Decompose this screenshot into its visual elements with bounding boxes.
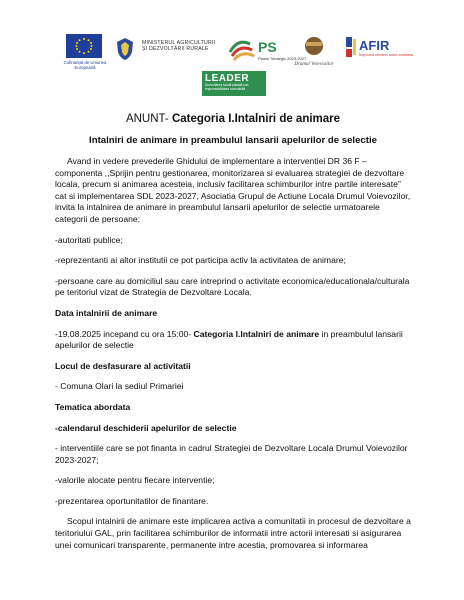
- date-text: -19.08.2025 incepand cu ora 15:00-: [55, 328, 192, 339]
- title-prefix: ANUNT-: [125, 113, 169, 125]
- document-subtitle: Intalniri de animare in preambulul lansarii apelurilor de selectie: [89, 135, 377, 146]
- ps-text: PS: [258, 39, 277, 55]
- closing-paragraph: Scopul intalnirii de animare este implicarea activa a comunitatii in procesul de dezvoltare a teritoriului GAL, prin facilitarea schimburilor de informatii intre actorii interesati si asigurarea unei comunicari transparente, permanente intre acestia, promovarea si informarea: [55, 516, 411, 550]
- topic-item: -prezentarea oportunitatilor de finantare.: [55, 495, 209, 506]
- romania-crest-icon: [114, 36, 136, 62]
- date-tail: in preambulul lansarii apelurilor de selectie: [55, 328, 403, 351]
- topic-item: - interventiile care se pot finanta in cadrul Strategiei de Dezvoltare Locala Drumul Voievozilor 2023-2027;: [55, 443, 408, 465]
- eu-caption: Cofinanțat de Uniunea Europeană: [63, 60, 107, 70]
- location-text: - Comuna Olari la sediul Primariei: [55, 381, 184, 392]
- date-paragraph: [55, 329, 411, 352]
- category-item: -persoane care au domiciliul sau care intreprind o activitate economica/educationala/culturala pe teritoriul vizat de Strategia de Dezvoltare Locala.: [55, 275, 410, 298]
- document-title: [55, 112, 411, 126]
- afir-logo-icon: [342, 33, 414, 67]
- eu-flag-icon: [66, 34, 102, 58]
- topic-calendar: -calendarul deschiderii apelurilor de selectie: [55, 422, 237, 433]
- announcement-body: [55, 112, 411, 560]
- topic-item: -valorile alocate pentru fiecare interventie;: [55, 475, 215, 486]
- ps-logo-icon: [226, 34, 307, 66]
- afir-text: AFIR: [359, 38, 390, 53]
- leader-logo: [202, 71, 266, 96]
- ministry-name: MINISTERUL AGRICULTURII ȘI DEZVOLTĂRII RURALE: [142, 40, 216, 52]
- location-heading: Locul de desfasurare al activitatii: [55, 360, 191, 371]
- topic-heading: Tematica abordata: [55, 401, 131, 412]
- header-logos: [0, 0, 464, 100]
- title-category: Categoria I.Intalniri de animare: [168, 113, 341, 125]
- category-item: -autoritati publice;: [55, 234, 123, 245]
- date-category: Categoria I.Intalniri de animare: [191, 328, 320, 339]
- drumul-voievozilor-logo-icon: [294, 32, 334, 72]
- ps-caption: Planul Strategic 2023-2027: [258, 56, 307, 61]
- leader-text: LEADER: [205, 73, 250, 84]
- drumul-caption: Drumul Voievozilor: [294, 62, 334, 67]
- afir-caption: Împreună creștem satul românesc: [359, 53, 414, 57]
- intro-paragraph: Avand in vedere prevederile Ghidului de implementare a interventiei DR 36 F – componenta ,,Sprijin pentru gestionarea, monitorizarea si evaluarea strategiei de dezvoltare locala, precum si animarea acesteia, inclusiv facilitarea schimburilor intre partile interesate” cat si implementarea SDL 2023-2027, Asociatia Grupul de Actiune Locala Drumul Voievozilor, invita la intalnirea de animare in preambulul lansarii apelurilor de selectie urmatoarele categorii de persoane:: [55, 156, 411, 224]
- date-heading: Data intalnirii de animare: [55, 307, 158, 318]
- category-item: -reprezentanti ai altor institutii ce pot participa activ la activitatea de animare;: [55, 255, 346, 266]
- leader-caption: Dezvoltarea locală plasată sub responsabilitatea comunității: [205, 83, 249, 91]
